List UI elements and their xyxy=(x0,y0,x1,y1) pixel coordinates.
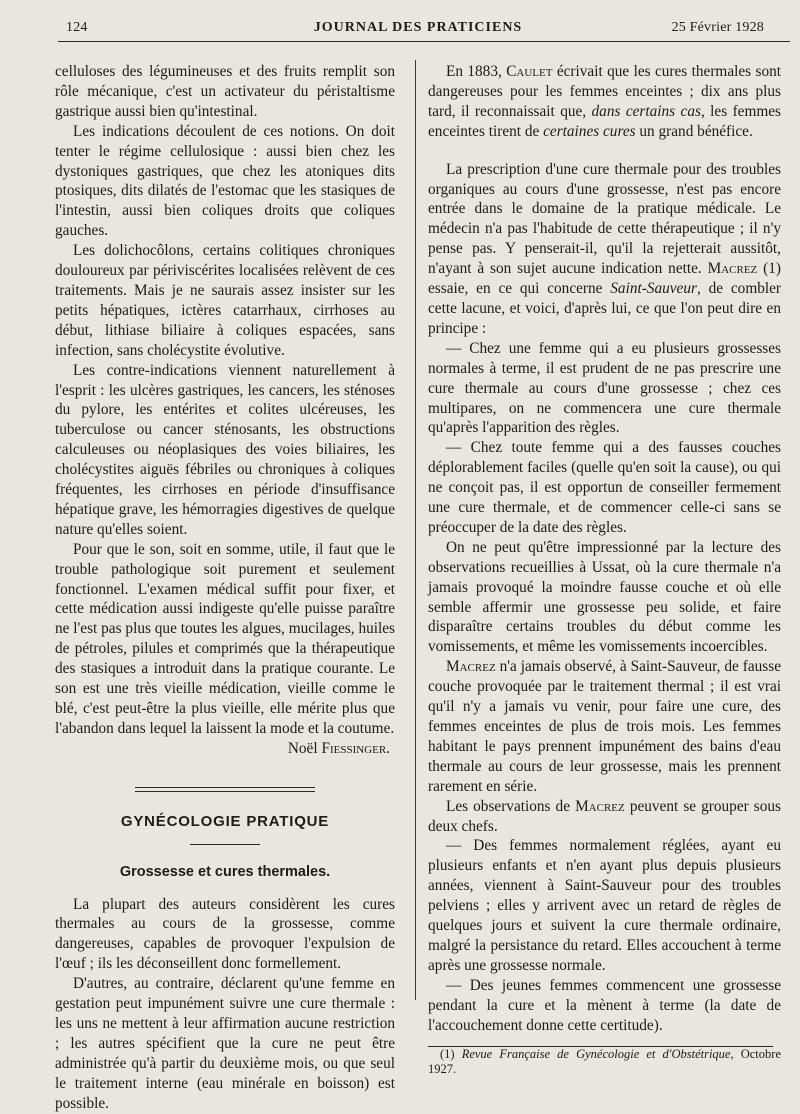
author-name: Caulet xyxy=(506,63,553,80)
paragraph: Les indications découlent de ces notions. On doit tenter le régime cellulosique : aussi bien chez les dystoniques gastriques, que chez les atoniques dits ptosiques, dits dilatés de l'estomac que les stasiques de l'intestin, aussi bien coliques droits que coliques gauches. xyxy=(55,122,395,240)
paragraph: D'autres, au contraire, déclarent qu'une femme en gestation peut impunément suivre une cure thermale : les uns ne mettent à leur affirmation aucune restriction ; les autres spécifient que la cure ne peut être administrée qu'à partir du deuxième mois, ou que seul le traitement interne (eau minérale en boisson) est possible. xyxy=(55,975,395,1112)
text-run: (1) essaie, en ce qui concerne xyxy=(428,260,781,298)
paragraph xyxy=(428,657,781,796)
footnote-number: (1) xyxy=(440,1046,462,1061)
signature-surname: Fiessinger. xyxy=(321,739,390,757)
section-title: GYNÉCOLOGIE PRATIQUE xyxy=(120,812,330,830)
paragraph: Les dolichocôlons, certains colitiques chroniques douloureux par périviscérites localisées relèvent de ces traitements. Mais je ne saurais assez insister sur les petits hépatiques, ictères catarrhaux, cirrhoses au début, lithiase biliaire à coliques espacées, sans infection, sans cholécystite évolutive. xyxy=(55,242,395,359)
text-run: , les femmes enceintes tirent de xyxy=(428,102,782,140)
text-run: un grand bénéfice. xyxy=(635,122,753,140)
text-run: , de combler cette lacune, et voici, d'après lui, ce que l'on peut dire en principe : xyxy=(428,280,781,337)
paragraph: On ne peut qu'être impressionné par la lecture des observations recueillies à Ussat, où la cure thermale n'a jamais provoqué la moindre fausse couche et où elle semble affermir une grossesse peu solide, et faire disparaître certains troubles du début comme les vomissements, et même les vomissements incoercibles. xyxy=(428,538,781,656)
paragraph: Les contre-indications viennent naturellement à l'esprit : les ulcères gastriques, les cancers, les sténoses du pylore, les entérites et colites ulcéreuses, les tuberculose ou cancer sténosants, les obstructions calculeuses ou néoplasiques des voies biliaires, les cholécystites aiguës fébriles ou chroniques à coliques fréquentes, les cirrhoses en période d'insuffisance hépatique grave, les hémorragies digestives de quelque nature qu'elles soient. xyxy=(55,361,395,538)
header-rule xyxy=(58,41,790,42)
paragraph-gap xyxy=(428,142,781,160)
text-run: n'a jamais observé, à Saint-Sauveur, de fausse couche provoquée par le traitement thermal ; il est vrai qu'il n'y a jamais vu venir, pour faire une cure, des femmes enceintes de plus de trois mois. Les femmes habitant le pays prennent impunément des bains d'eau thermale au cours de leur grossesse, mais les prennent rarement en série. xyxy=(428,658,781,795)
italic-text: Saint-Sauveur xyxy=(610,280,697,298)
paragraph: La plupart des auteurs considèrent les cures thermales au cours de la grossesse, comme dangereuses, capables de provoquer l'expulsion de l'œuf ; ils les déconseillent donc formellement. xyxy=(55,895,395,973)
running-head xyxy=(58,18,778,40)
title-rule xyxy=(190,844,260,845)
paragraph: — Chez toute femme qui a des fausses couches déplorablement faciles (quelle qu'en soit la cause), ou qui ne conçoit pas, il est opportun de conseiller fermement une cure thermale, et de commencer celle-ci sans se préoccuper de la date des règles. xyxy=(428,439,781,536)
column-divider xyxy=(415,60,416,1000)
issue-date: 25 Février 1928 xyxy=(671,20,764,35)
footnote-journal: Revue Française de Gynécologie et d'Obstétrique xyxy=(461,1046,731,1061)
text-run: peuvent se grouper sous deux chefs. xyxy=(428,797,781,835)
footnote-date: , Octobre 1927. xyxy=(428,1046,781,1076)
paragraph: celluloses des légumineuses et des fruits remplit son rôle mécanique, c'est un activateur du péristaltisme gastrique aussi bien qu'intestinal. xyxy=(55,63,395,120)
section-separator xyxy=(135,787,315,792)
paragraph: — Des jeunes femmes commencent une grossesse pendant la cure et la mènent à terme (la date de l'accouchement donne cette certitude). xyxy=(428,976,781,1034)
author-signature xyxy=(55,739,395,759)
paragraph xyxy=(428,62,781,142)
page-number: 124 xyxy=(66,20,88,35)
text-run: La prescription d'une cure thermale pour des troubles organiques au cours d'une grossesse, n'est pas encore entrée dans le domaine de la pratique médicale. Le médecin n'a pas l'habitude de cette thérapeutique ; il n'y pense pas. Y penserait-il, qu'il la rejetterait aussitôt, n'ayant à son sujet aucune indication nette. xyxy=(428,160,781,278)
italic-text: dans certains cas xyxy=(591,102,701,120)
paragraph: — Des femmes normalement réglées, ayant eu plusieurs enfants et n'en ayant plus depuis plusieurs années, viennent à Saint-Sauveur pour des troubles pelviens ; elles y arrivent avec un retard de règles de quelques jours et suivent la cure thermale ordinaire, malgré la persistance du retard. Elles accouchent à terme après une grossesse normale. xyxy=(428,837,781,974)
paragraph xyxy=(428,797,781,837)
paragraph: — Chez une femme qui a eu plusieurs grossesses normales à terme, il est prudent de ne pas prescrire une cure thermale au cours d'une grossesse ; chez ces multipares, on ne commencera une cure thermale qu'après l'apparition des règles. xyxy=(428,339,781,437)
left-column xyxy=(55,62,395,1114)
article-title: Grossesse et cures thermales. xyxy=(119,863,331,880)
paragraph xyxy=(428,160,781,339)
text-run: écrivait que les cures thermales sont dangereuses pour les femmes enceintes ; dix ans plus tard, il reconnaissait que, xyxy=(428,63,781,120)
author-name: Macrez xyxy=(707,260,758,278)
paragraph: Pour que le son, soit en somme, utile, il faut que le trouble pathologique soit purement et seulement fonctionnel. L'examen médical suffit pour fixer, et cette médication aussi indigeste qu'elle puisse paraître ne l'est pas plus que toutes les algues, mucilages, huiles de pétroles, pilules et comprimés que la thérapeutique des stasiques a introduit dans la pratique courante. Le son est une très vieille médication, vieille comme le blé, c'est peut-être la plus vieille, elle mérite plus que l'abandon dans lequel la laissent la mode et la coutume. xyxy=(55,540,395,737)
signature-first-name: Noël xyxy=(287,739,318,757)
text-run: Les observations de xyxy=(446,797,576,815)
author-name: Macrez xyxy=(575,797,625,815)
right-column xyxy=(428,62,781,1077)
italic-text: certaines cures xyxy=(543,122,636,140)
footnote xyxy=(428,1047,781,1077)
text-run: En 1883, xyxy=(446,63,507,80)
author-name: Macrez xyxy=(446,658,496,676)
journal-title: JOURNAL DES PRATICIENS xyxy=(313,20,523,35)
